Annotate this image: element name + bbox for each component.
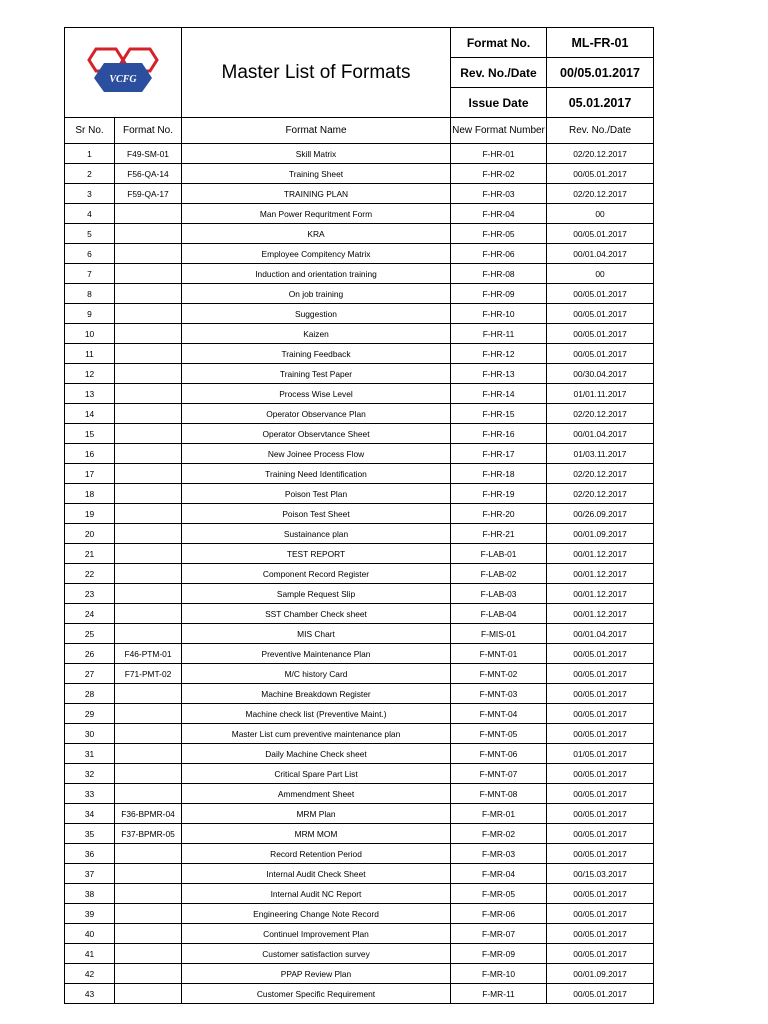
table-row xyxy=(65,484,654,504)
rev-date-cell: 02/20.12.2017 xyxy=(547,184,654,204)
sr-no-cell: 31 xyxy=(65,744,115,764)
format-no-cell: F46-PTM-01 xyxy=(115,644,182,664)
new-format-number-cell: F-LAB-02 xyxy=(451,564,547,584)
format-no-cell xyxy=(115,684,182,704)
table-row xyxy=(65,864,654,884)
rev-date-cell: 00/05.01.2017 xyxy=(547,904,654,924)
format-name-cell: Man Power Requritment Form xyxy=(182,204,451,224)
rev-date-cell: 00/05.01.2017 xyxy=(547,724,654,744)
rev-date-cell: 00/05.01.2017 xyxy=(547,884,654,904)
table-row xyxy=(65,364,654,384)
new-format-number-cell: F-HR-19 xyxy=(451,484,547,504)
format-name-cell: SST Chamber Check sheet xyxy=(182,604,451,624)
sr-no-cell: 39 xyxy=(65,904,115,924)
new-format-number-cell: F-HR-14 xyxy=(451,384,547,404)
format-name-cell: Customer satisfaction survey xyxy=(182,944,451,964)
format-no-cell xyxy=(115,264,182,284)
rev-date-cell: 00/26.09.2017 xyxy=(547,504,654,524)
format-name-cell: Critical Spare Part List xyxy=(182,764,451,784)
format-name-cell: Poison Test Plan xyxy=(182,484,451,504)
table-row xyxy=(65,704,654,724)
new-format-number-cell: F-MNT-08 xyxy=(451,784,547,804)
new-format-number-cell: F-MR-09 xyxy=(451,944,547,964)
new-format-number-cell: F-MR-05 xyxy=(451,884,547,904)
format-no-cell: F36-BPMR-04 xyxy=(115,804,182,824)
new-format-number-cell: F-HR-05 xyxy=(451,224,547,244)
format-no-cell xyxy=(115,864,182,884)
format-no-cell xyxy=(115,984,182,1004)
sr-no-cell: 13 xyxy=(65,384,115,404)
sr-no-cell: 14 xyxy=(65,404,115,424)
issue-date-value: 05.01.2017 xyxy=(547,88,654,118)
format-name-cell: Sustainance plan xyxy=(182,524,451,544)
new-format-number-cell: F-MNT-05 xyxy=(451,724,547,744)
format-name-cell: MRM Plan xyxy=(182,804,451,824)
table-row xyxy=(65,324,654,344)
table-row xyxy=(65,924,654,944)
table-row xyxy=(65,264,654,284)
new-format-number-cell: F-HR-10 xyxy=(451,304,547,324)
format-no-cell xyxy=(115,584,182,604)
new-format-number-cell: F-MNT-02 xyxy=(451,664,547,684)
new-format-number-cell: F-MNT-06 xyxy=(451,744,547,764)
table-row xyxy=(65,724,654,744)
format-no-cell xyxy=(115,964,182,984)
new-format-number-cell: F-MR-06 xyxy=(451,904,547,924)
format-no-cell xyxy=(115,944,182,964)
col-header-sr-no: Sr No. xyxy=(65,118,115,144)
rev-date-cell: 00/05.01.2017 xyxy=(547,804,654,824)
rev-date-cell: 00/01.12.2017 xyxy=(547,544,654,564)
format-name-cell: Operator Observance Plan xyxy=(182,404,451,424)
new-format-number-cell: F-HR-08 xyxy=(451,264,547,284)
table-row xyxy=(65,344,654,364)
table-row xyxy=(65,844,654,864)
new-format-number-cell: F-MR-02 xyxy=(451,824,547,844)
rev-date-cell: 00/05.01.2017 xyxy=(547,924,654,944)
format-no-cell xyxy=(115,544,182,564)
format-name-cell: Skill Matrix xyxy=(182,144,451,164)
rev-date-cell: 00/01.12.2017 xyxy=(547,584,654,604)
new-format-number-cell: F-MNT-03 xyxy=(451,684,547,704)
sr-no-cell: 21 xyxy=(65,544,115,564)
format-name-cell: Training Sheet xyxy=(182,164,451,184)
new-format-number-cell: F-HR-18 xyxy=(451,464,547,484)
format-name-cell: Preventive Maintenance Plan xyxy=(182,644,451,664)
sr-no-cell: 1 xyxy=(65,144,115,164)
format-name-cell: MRM MOM xyxy=(182,824,451,844)
sr-no-cell: 3 xyxy=(65,184,115,204)
table-row xyxy=(65,624,654,644)
table-row xyxy=(65,804,654,824)
new-format-number-cell: F-MR-11 xyxy=(451,984,547,1004)
col-header-new-format-number: New Format Number xyxy=(451,118,547,144)
new-format-number-cell: F-MR-03 xyxy=(451,844,547,864)
sr-no-cell: 7 xyxy=(65,264,115,284)
format-no-cell xyxy=(115,704,182,724)
table-row xyxy=(65,904,654,924)
format-no-cell xyxy=(115,464,182,484)
sr-no-cell: 4 xyxy=(65,204,115,224)
format-name-cell: Engineering Change Note Record xyxy=(182,904,451,924)
table-row xyxy=(65,404,654,424)
format-name-cell: TEST REPORT xyxy=(182,544,451,564)
sr-no-cell: 26 xyxy=(65,644,115,664)
new-format-number-cell: F-HR-13 xyxy=(451,364,547,384)
new-format-number-cell: F-HR-15 xyxy=(451,404,547,424)
format-no-cell xyxy=(115,444,182,464)
format-no-cell xyxy=(115,784,182,804)
rev-date-cell: 00/05.01.2017 xyxy=(547,284,654,304)
rev-date-cell: 01/05.01.2017 xyxy=(547,744,654,764)
format-name-cell: Process Wise Level xyxy=(182,384,451,404)
table-row xyxy=(65,144,654,164)
sr-no-cell: 40 xyxy=(65,924,115,944)
format-no-cell xyxy=(115,364,182,384)
sr-no-cell: 17 xyxy=(65,464,115,484)
format-name-cell: M/C history Card xyxy=(182,664,451,684)
format-name-cell: Continuel Improvement Plan xyxy=(182,924,451,944)
format-name-cell: Machine Breakdown Register xyxy=(182,684,451,704)
sr-no-cell: 16 xyxy=(65,444,115,464)
table-row xyxy=(65,164,654,184)
new-format-number-cell: F-HR-16 xyxy=(451,424,547,444)
new-format-number-cell: F-HR-03 xyxy=(451,184,547,204)
new-format-number-cell: F-MR-04 xyxy=(451,864,547,884)
format-name-cell: Sample Request Slip xyxy=(182,584,451,604)
new-format-number-cell: F-MIS-01 xyxy=(451,624,547,644)
format-no-cell: F49-SM-01 xyxy=(115,144,182,164)
rev-date-cell: 00/05.01.2017 xyxy=(547,944,654,964)
sr-no-cell: 19 xyxy=(65,504,115,524)
rev-date-cell: 00/05.01.2017 xyxy=(547,704,654,724)
format-no-cell xyxy=(115,884,182,904)
format-no-cell: F71-PMT-02 xyxy=(115,664,182,684)
format-no-cell xyxy=(115,284,182,304)
table-row xyxy=(65,244,654,264)
rev-date-cell: 00/05.01.2017 xyxy=(547,824,654,844)
sr-no-cell: 6 xyxy=(65,244,115,264)
sr-no-cell: 35 xyxy=(65,824,115,844)
table-row xyxy=(65,184,654,204)
new-format-number-cell: F-HR-06 xyxy=(451,244,547,264)
format-no-cell xyxy=(115,724,182,744)
sr-no-cell: 23 xyxy=(65,584,115,604)
format-name-cell: Internal Audit Check Sheet xyxy=(182,864,451,884)
rev-date-cell: 00/01.09.2017 xyxy=(547,964,654,984)
format-name-cell: TRAINING PLAN xyxy=(182,184,451,204)
format-no-cell xyxy=(115,524,182,544)
format-no-cell xyxy=(115,424,182,444)
sr-no-cell: 30 xyxy=(65,724,115,744)
format-name-cell: Internal Audit NC Report xyxy=(182,884,451,904)
column-header-row xyxy=(65,118,654,144)
table-row xyxy=(65,304,654,324)
rev-value: 00/05.01.2017 xyxy=(547,58,654,88)
new-format-number-cell: F-MR-07 xyxy=(451,924,547,944)
table-row xyxy=(65,644,654,664)
sr-no-cell: 29 xyxy=(65,704,115,724)
sr-no-cell: 32 xyxy=(65,764,115,784)
format-no-cell xyxy=(115,564,182,584)
sr-no-cell: 15 xyxy=(65,424,115,444)
sr-no-cell: 34 xyxy=(65,804,115,824)
rev-date-cell: 00/05.01.2017 xyxy=(547,664,654,684)
col-header-format-no: Format No. xyxy=(115,118,182,144)
format-no-cell xyxy=(115,924,182,944)
format-no-cell xyxy=(115,204,182,224)
table-row xyxy=(65,664,654,684)
format-name-cell: Employee Compitency Matrix xyxy=(182,244,451,264)
issue-date-label: Issue Date xyxy=(451,88,547,118)
format-name-cell: PPAP Review Plan xyxy=(182,964,451,984)
rev-date-cell: 00/05.01.2017 xyxy=(547,304,654,324)
table-row xyxy=(65,984,654,1004)
table-row xyxy=(65,744,654,764)
rev-date-cell: 02/20.12.2017 xyxy=(547,144,654,164)
rev-date-cell: 00/05.01.2017 xyxy=(547,684,654,704)
table-row xyxy=(65,384,654,404)
table-row xyxy=(65,784,654,804)
new-format-number-cell: F-HR-12 xyxy=(451,344,547,364)
format-no-cell xyxy=(115,764,182,784)
format-no-cell xyxy=(115,484,182,504)
page-title: Master List of Formats xyxy=(182,28,451,118)
logo-cell xyxy=(65,28,182,118)
sr-no-cell: 38 xyxy=(65,884,115,904)
sr-no-cell: 43 xyxy=(65,984,115,1004)
rev-date-cell: 00/01.09.2017 xyxy=(547,524,654,544)
table-row xyxy=(65,204,654,224)
new-format-number-cell: F-HR-04 xyxy=(451,204,547,224)
table-row xyxy=(65,604,654,624)
rev-date-cell: 00/01.04.2017 xyxy=(547,244,654,264)
rev-date-cell: 00/05.01.2017 xyxy=(547,784,654,804)
format-name-cell: Training Need Identification xyxy=(182,464,451,484)
sr-no-cell: 18 xyxy=(65,484,115,504)
new-format-number-cell: F-LAB-04 xyxy=(451,604,547,624)
new-format-number-cell: F-HR-02 xyxy=(451,164,547,184)
table-row xyxy=(65,284,654,304)
logo-text: VCFG xyxy=(109,74,137,85)
sr-no-cell: 28 xyxy=(65,684,115,704)
new-format-number-cell: F-MNT-07 xyxy=(451,764,547,784)
format-no-cell xyxy=(115,844,182,864)
new-format-number-cell: F-LAB-03 xyxy=(451,584,547,604)
table-row xyxy=(65,884,654,904)
format-name-cell: Suggestion xyxy=(182,304,451,324)
sr-no-cell: 41 xyxy=(65,944,115,964)
master-list-table xyxy=(64,27,654,1004)
rev-date-cell: 02/20.12.2017 xyxy=(547,484,654,504)
format-no-cell xyxy=(115,624,182,644)
table-row xyxy=(65,524,654,544)
sr-no-cell: 27 xyxy=(65,664,115,684)
new-format-number-cell: F-HR-09 xyxy=(451,284,547,304)
company-logo xyxy=(86,45,160,95)
format-no-cell: F37-BPMR-05 xyxy=(115,824,182,844)
new-format-number-cell: F-HR-21 xyxy=(451,524,547,544)
format-name-cell: Induction and orientation training xyxy=(182,264,451,284)
rev-date-cell: 00/05.01.2017 xyxy=(547,324,654,344)
rev-date-cell: 00 xyxy=(547,204,654,224)
table-row xyxy=(65,464,654,484)
format-no-cell xyxy=(115,244,182,264)
rev-date-cell: 00/01.12.2017 xyxy=(547,604,654,624)
table-row xyxy=(65,424,654,444)
sr-no-cell: 20 xyxy=(65,524,115,544)
rev-date-cell: 00/05.01.2017 xyxy=(547,344,654,364)
sr-no-cell: 36 xyxy=(65,844,115,864)
new-format-number-cell: F-MR-01 xyxy=(451,804,547,824)
sr-no-cell: 24 xyxy=(65,604,115,624)
sr-no-cell: 42 xyxy=(65,964,115,984)
rev-date-cell: 00/01.04.2017 xyxy=(547,424,654,444)
rev-label: Rev. No./Date xyxy=(451,58,547,88)
format-name-cell: Training Test Paper xyxy=(182,364,451,384)
rev-date-cell: 00/05.01.2017 xyxy=(547,764,654,784)
format-no-label: Format No. xyxy=(451,28,547,58)
format-name-cell: Kaizen xyxy=(182,324,451,344)
table-row xyxy=(65,824,654,844)
col-header-rev-date: Rev. No./Date xyxy=(547,118,654,144)
rev-date-cell: 00 xyxy=(547,264,654,284)
table-row xyxy=(65,584,654,604)
format-no-cell xyxy=(115,224,182,244)
table-row xyxy=(65,444,654,464)
sr-no-cell: 33 xyxy=(65,784,115,804)
rev-date-cell: 00/01.04.2017 xyxy=(547,624,654,644)
rev-date-cell: 00/05.01.2017 xyxy=(547,644,654,664)
col-header-format-name: Format Name xyxy=(182,118,451,144)
format-no-cell xyxy=(115,324,182,344)
format-no-cell xyxy=(115,744,182,764)
format-no-cell xyxy=(115,404,182,424)
table-row xyxy=(65,224,654,244)
rev-date-cell: 00/05.01.2017 xyxy=(547,844,654,864)
sr-no-cell: 8 xyxy=(65,284,115,304)
rev-date-cell: 00/30.04.2017 xyxy=(547,364,654,384)
format-name-cell: Poison Test Sheet xyxy=(182,504,451,524)
sr-no-cell: 37 xyxy=(65,864,115,884)
format-name-cell: Training Feedback xyxy=(182,344,451,364)
rev-date-cell: 00/05.01.2017 xyxy=(547,224,654,244)
new-format-number-cell: F-MNT-01 xyxy=(451,644,547,664)
sr-no-cell: 11 xyxy=(65,344,115,364)
format-no-cell xyxy=(115,384,182,404)
format-name-cell: On job training xyxy=(182,284,451,304)
table-row xyxy=(65,564,654,584)
format-no-cell: F59-QA-17 xyxy=(115,184,182,204)
table-row xyxy=(65,684,654,704)
format-no-cell xyxy=(115,904,182,924)
table-row xyxy=(65,504,654,524)
format-name-cell: Customer Specific Requirement xyxy=(182,984,451,1004)
new-format-number-cell: F-HR-11 xyxy=(451,324,547,344)
format-no-cell xyxy=(115,304,182,324)
format-name-cell: Ammendment Sheet xyxy=(182,784,451,804)
rev-date-cell: 02/20.12.2017 xyxy=(547,464,654,484)
format-name-cell: KRA xyxy=(182,224,451,244)
format-name-cell: Daily Machine Check sheet xyxy=(182,744,451,764)
format-no-cell xyxy=(115,344,182,364)
format-name-cell: MIS Chart xyxy=(182,624,451,644)
format-name-cell: Machine check list (Preventive Maint.) xyxy=(182,704,451,724)
sr-no-cell: 22 xyxy=(65,564,115,584)
rev-date-cell: 00/05.01.2017 xyxy=(547,164,654,184)
sr-no-cell: 10 xyxy=(65,324,115,344)
table-row xyxy=(65,944,654,964)
sr-no-cell: 12 xyxy=(65,364,115,384)
sr-no-cell: 2 xyxy=(65,164,115,184)
format-name-cell: Record Retention Period xyxy=(182,844,451,864)
rev-date-cell: 00/01.12.2017 xyxy=(547,564,654,584)
table-row xyxy=(65,964,654,984)
new-format-number-cell: F-LAB-01 xyxy=(451,544,547,564)
rev-date-cell: 02/20.12.2017 xyxy=(547,404,654,424)
table-row xyxy=(65,764,654,784)
format-no-cell xyxy=(115,604,182,624)
format-name-cell: Component Record Register xyxy=(182,564,451,584)
rev-date-cell: 01/03.11.2017 xyxy=(547,444,654,464)
sr-no-cell: 25 xyxy=(65,624,115,644)
new-format-number-cell: F-HR-20 xyxy=(451,504,547,524)
sr-no-cell: 5 xyxy=(65,224,115,244)
rev-date-cell: 00/05.01.2017 xyxy=(547,984,654,1004)
format-name-cell: Master List cum preventive maintenance plan xyxy=(182,724,451,744)
format-no-value: ML-FR-01 xyxy=(547,28,654,58)
rev-date-cell: 00/15.03.2017 xyxy=(547,864,654,884)
new-format-number-cell: F-HR-17 xyxy=(451,444,547,464)
format-no-cell: F56-QA-14 xyxy=(115,164,182,184)
format-name-cell: Operator Observtance Sheet xyxy=(182,424,451,444)
new-format-number-cell: F-MR-10 xyxy=(451,964,547,984)
sr-no-cell: 9 xyxy=(65,304,115,324)
new-format-number-cell: F-MNT-04 xyxy=(451,704,547,724)
new-format-number-cell: F-HR-01 xyxy=(451,144,547,164)
format-no-cell xyxy=(115,504,182,524)
table-row xyxy=(65,544,654,564)
rev-date-cell: 01/01.11.2017 xyxy=(547,384,654,404)
format-name-cell: New Joinee Process Flow xyxy=(182,444,451,464)
